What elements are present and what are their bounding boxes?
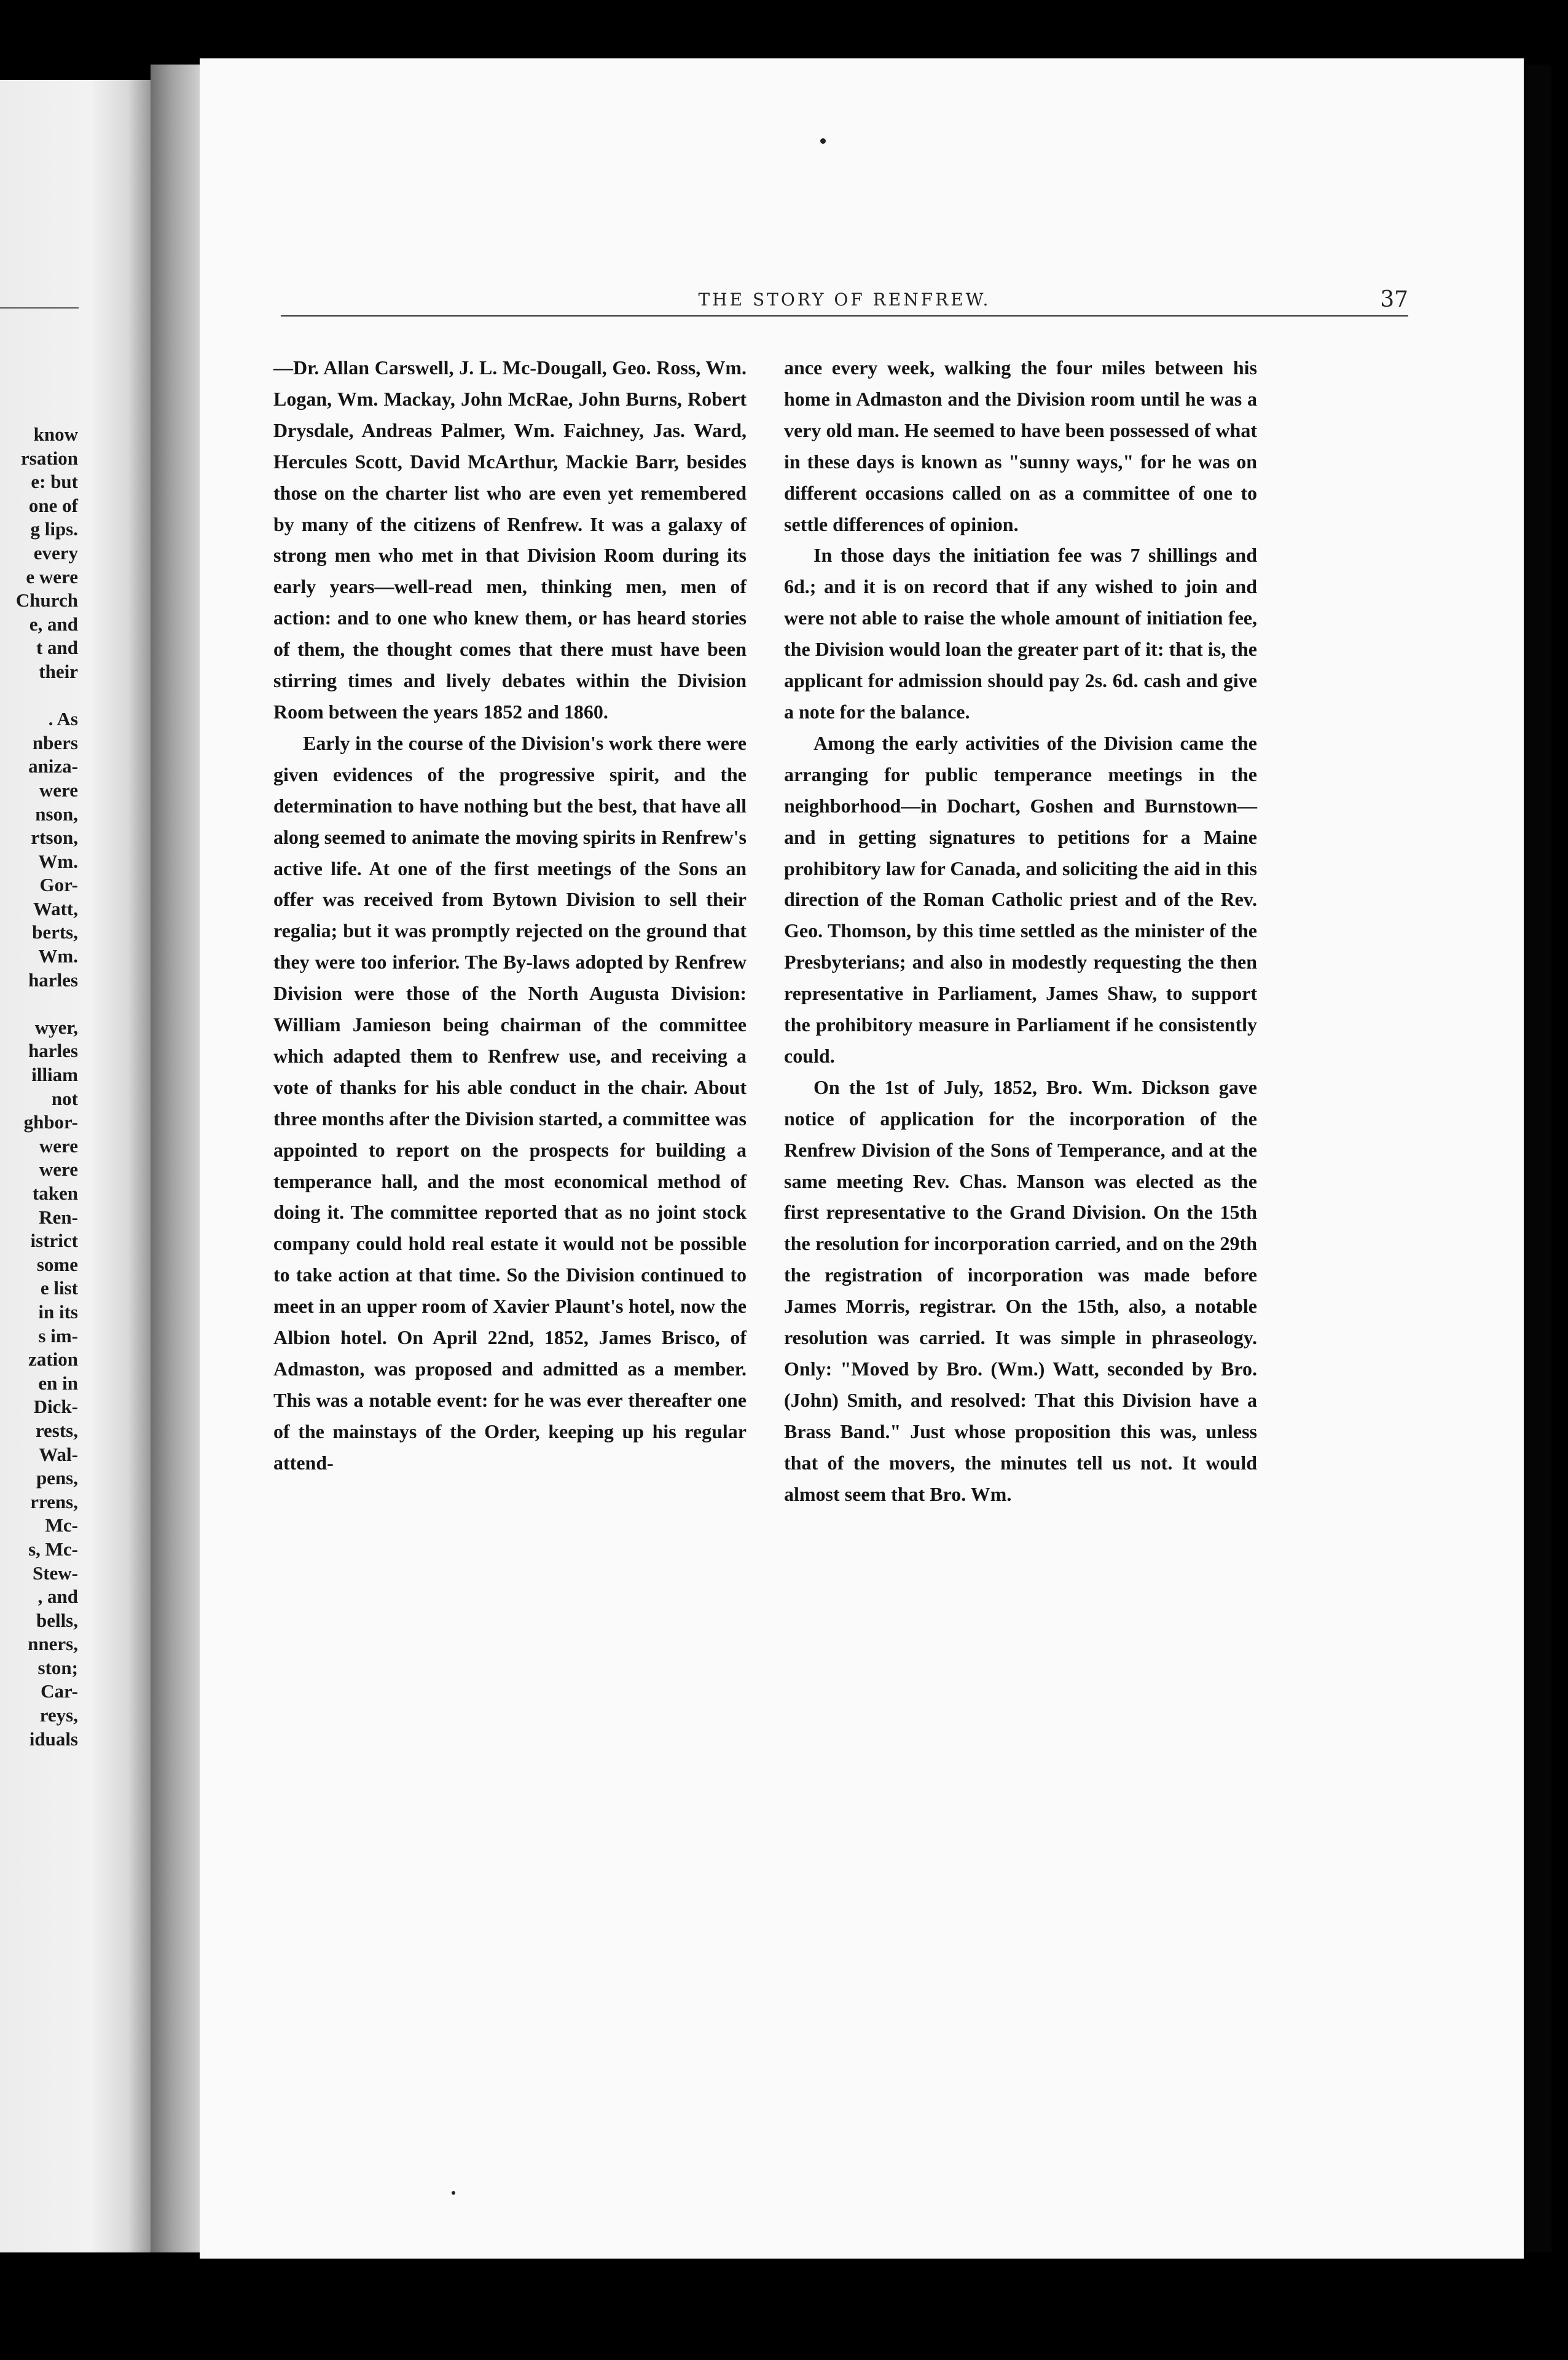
facing-page-rule: [0, 307, 79, 309]
facing-page-fragment: [0, 80, 151, 2252]
paragraph: In those days the initiation fee was 7 shillings and 6d.; and it is on record that if any wished to join and were not able to raise the whole amount of initiation fee, the Division would loan the greater part of it: that is, the applicant for admission should pay 2s. 6d. cash and give a note for the balance.: [784, 544, 1257, 723]
paragraph: —Dr. Allan Carswell, J. L. Mc-Dougall, Geo. Ross, Wm. Logan, Wm. Mackay, John McRae, John Burns, Robert Drysdale, Andreas Palmer, Wm. Faichney, Jas. Ward, Hercules Scott, David McArthur, Mackie Barr, besides those on the charter list who are even yet remembered by many of the citizens of Renfrew. It was a galaxy of strong men who met in that Division Room during its early years—well-read men, thinking men, men of action: and to one who knew them, or has heard stories of them, the thought comes that there must have been stirring times and lively debates within the Division Room between the years 1852 and 1860.: [273, 356, 747, 723]
paragraph: ance every week, walking the four miles between his home in Admaston and the Division room until he was a very old man. He seemed to have been possessed of what in these days is known as "sunny ways," for he was on different occasions called on as a committee of one to settle differences of opinion.: [784, 356, 1257, 535]
facing-page-text: know rsation e: but one of g lips. every e were Church e, and t and their . As nbers aniza- were nson, rtson, Wm. Gor- Watt, berts, Wm. harles wyer, harles illiam not ghbor- were were taken Ren- istrict some e list in its s im- zation en in Dick- rests, Wal- pens, rrens, Mc- s, Mc- Stew- , and bells, nners, ston; Car- reys, iduals: [15, 423, 78, 1750]
text-column-left: [273, 352, 747, 1479]
book-gutter: [151, 65, 200, 2252]
speck: [452, 2191, 455, 2195]
running-header: [281, 287, 1408, 317]
paragraph: On the 1st of July, 1852, Bro. Wm. Dickson gave notice of application for the incorporation of the Renfrew Division of the Sons of Temperance, and at the same meeting Rev. Chas. Manson was elected as the first representative to the Grand Division. On the 15th the resolution for incorporation carried, and on the 29th the registration of incorporation was made before James Morris, registrar. On the 15th, also, a notable resolution was carried. It was simple in phraseology. Only: "Moved by Bro. (Wm.) Watt, seconded by Bro. (John) Smith, and resolved: That this Division have a Brass Band." Just whose proposition this was, unless that of the movers, the minutes tell us not. It would almost seem that Bro. Wm.: [784, 1076, 1257, 1505]
page-number: 37: [1380, 287, 1408, 312]
running-title: THE STORY OF RENFREW.: [698, 289, 991, 310]
text-column-right: [784, 352, 1257, 1510]
paragraph: Early in the course of the Division's work there were given evidences of the progressive spirit, and the determination to have nothing but the best, that have all along seemed to animate the moving spirits in Renfrew's active life. At one of the first meetings of the Sons an offer was received from Bytown Division to sell their regalia; but it was promptly rejected on the ground that they were too inferior. The By-laws adopted by Renfrew Division were those of the North Augusta Division: William Jamieson being chairman of the committee which adapted them to Renfrew use, and receiving a vote of thanks for his able conduct in the chair. About three months after the Division started, a committee was appointed to report on the prospects for building a temperance hall, and the most economical method of doing it. The committee reported that as no joint stock company could hold real estate it would not be possible to take action at that time. So the Division continued to meet in an upper room of Xavier Plaunt's hotel, now the Albion hotel. On April 22nd, 1852, James Brisco, of Admaston, was proposed and admitted as a member. This was a notable event: for he was ever thereafter one of the mainstays of the Order, keeping up his regular attend-: [273, 731, 747, 1474]
page-edge: [1524, 65, 1551, 2252]
page: [200, 58, 1524, 2259]
paragraph: Among the early activities of the Division came the arranging for public temperance meetings in the neighborhood—in Dochart, Goshen and Burnstown—and in getting signatures to petitions for a Maine prohibitory law for Canada, and soliciting the aid in this direction of the Roman Catholic priest and of the Rev. Geo. Thomson, by this time settled as the minister of the Presbyterians; and also in modestly requesting the then representative in Parliament, James Shaw, to support the prohibitory measure in Parliament if he consistently could.: [784, 731, 1257, 1067]
speck: [820, 138, 826, 144]
